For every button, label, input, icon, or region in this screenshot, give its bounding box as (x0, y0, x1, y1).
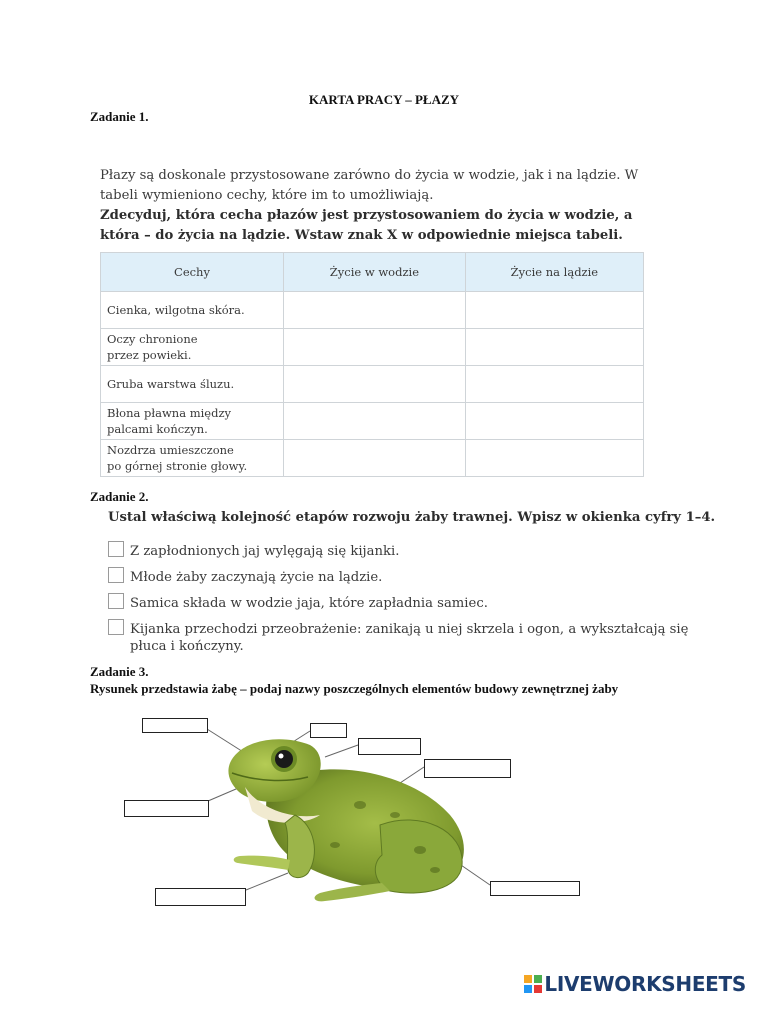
table-row (101, 366, 644, 403)
frog-eye (275, 750, 293, 768)
task3-description: Rysunek przedstawia żabę – podaj nazwy poszczególnych elementów budowy zewnętrznej żaby (90, 681, 619, 696)
order-box[interactable] (108, 593, 124, 609)
land-answer-cell[interactable] (465, 292, 643, 329)
answer-box-6[interactable] (155, 888, 246, 906)
order-box[interactable] (108, 541, 124, 557)
traits-table (100, 252, 644, 477)
frog-hind-foot (315, 883, 390, 901)
trait-cell: Błona pławna między palcami kończyn. (101, 403, 284, 440)
step-item: Samica składa w wodzie jaja, które zapładnia samiec. (108, 593, 488, 611)
water-answer-cell[interactable] (284, 403, 466, 440)
land-answer-cell[interactable] (465, 440, 643, 477)
frog-eye-glint (279, 754, 284, 759)
trait-cell: Gruba warstwa śluzu. (101, 366, 284, 403)
answer-box-7[interactable] (490, 881, 580, 896)
task2-heading: Zadanie 2. (90, 489, 149, 504)
order-box[interactable] (108, 619, 124, 635)
land-answer-cell[interactable] (465, 403, 643, 440)
liveworksheets-icon (524, 975, 542, 993)
order-box[interactable] (108, 567, 124, 583)
answer-box-3[interactable] (358, 738, 421, 755)
trait-cell: Cienka, wilgotna skóra. (101, 292, 284, 329)
header-traits: Cechy (101, 253, 284, 292)
water-answer-cell[interactable] (284, 292, 466, 329)
header-land: Życie na lądzie (465, 253, 643, 292)
answer-box-4[interactable] (424, 759, 511, 778)
answer-box-5[interactable] (124, 800, 209, 817)
task3-heading: Zadanie 3. (90, 664, 149, 679)
table-row (101, 403, 644, 440)
step-item-continuation: płuca i kończyny. (130, 639, 244, 654)
land-answer-cell[interactable] (465, 366, 643, 403)
water-answer-cell[interactable] (284, 329, 466, 366)
task1-instruction: Zdecyduj, która cecha płazów jest przystosowaniem do życia w wodzie, a która – do życia na lądzie. Wstaw znak X w odpowiednie miejsca tabeli. (100, 208, 633, 243)
answer-box-1[interactable] (142, 718, 208, 733)
task2-instruction: Ustal właściwą kolejność etapów rozwoju żaby trawnej. Wpisz w okienka cyfry 1–4. (108, 510, 716, 525)
water-answer-cell[interactable] (284, 366, 466, 403)
header-water: Życie w wodzie (284, 253, 466, 292)
table-row (101, 440, 644, 477)
table-row (101, 292, 644, 329)
step-item: Młode żaby zaczynają życie na lądzie. (108, 567, 382, 585)
step-item: Kijanka przechodzi przeobrażenie: zanikają u niej skrzela i ogon, a wykształcają się (108, 619, 688, 637)
water-answer-cell[interactable] (284, 440, 466, 477)
step-item: Z zapłodnionych jaj wylęgają się kijanki. (108, 541, 399, 559)
task1-intro: Płazy są doskonale przystosowane zarówno do życia w wodzie, jak i na lądzie. W tabeli wymieniono cechy, które im to umożliwiają. (100, 168, 639, 203)
table-row (101, 329, 644, 366)
liveworksheets-logo: LIVEWORKSHEETS (524, 972, 746, 996)
table-header-row (101, 253, 644, 292)
page-title: KARTA PRACY – PŁAZY (308, 92, 460, 107)
frog-front-foot (234, 856, 290, 870)
trait-cell: Oczy chronione przez powieki. (101, 329, 284, 366)
land-answer-cell[interactable] (465, 329, 643, 366)
task1-heading: Zadanie 1. (90, 109, 149, 124)
answer-box-2[interactable] (310, 723, 347, 738)
trait-cell: Nozdrza umieszczone po górnej stronie głowy. (101, 440, 284, 477)
